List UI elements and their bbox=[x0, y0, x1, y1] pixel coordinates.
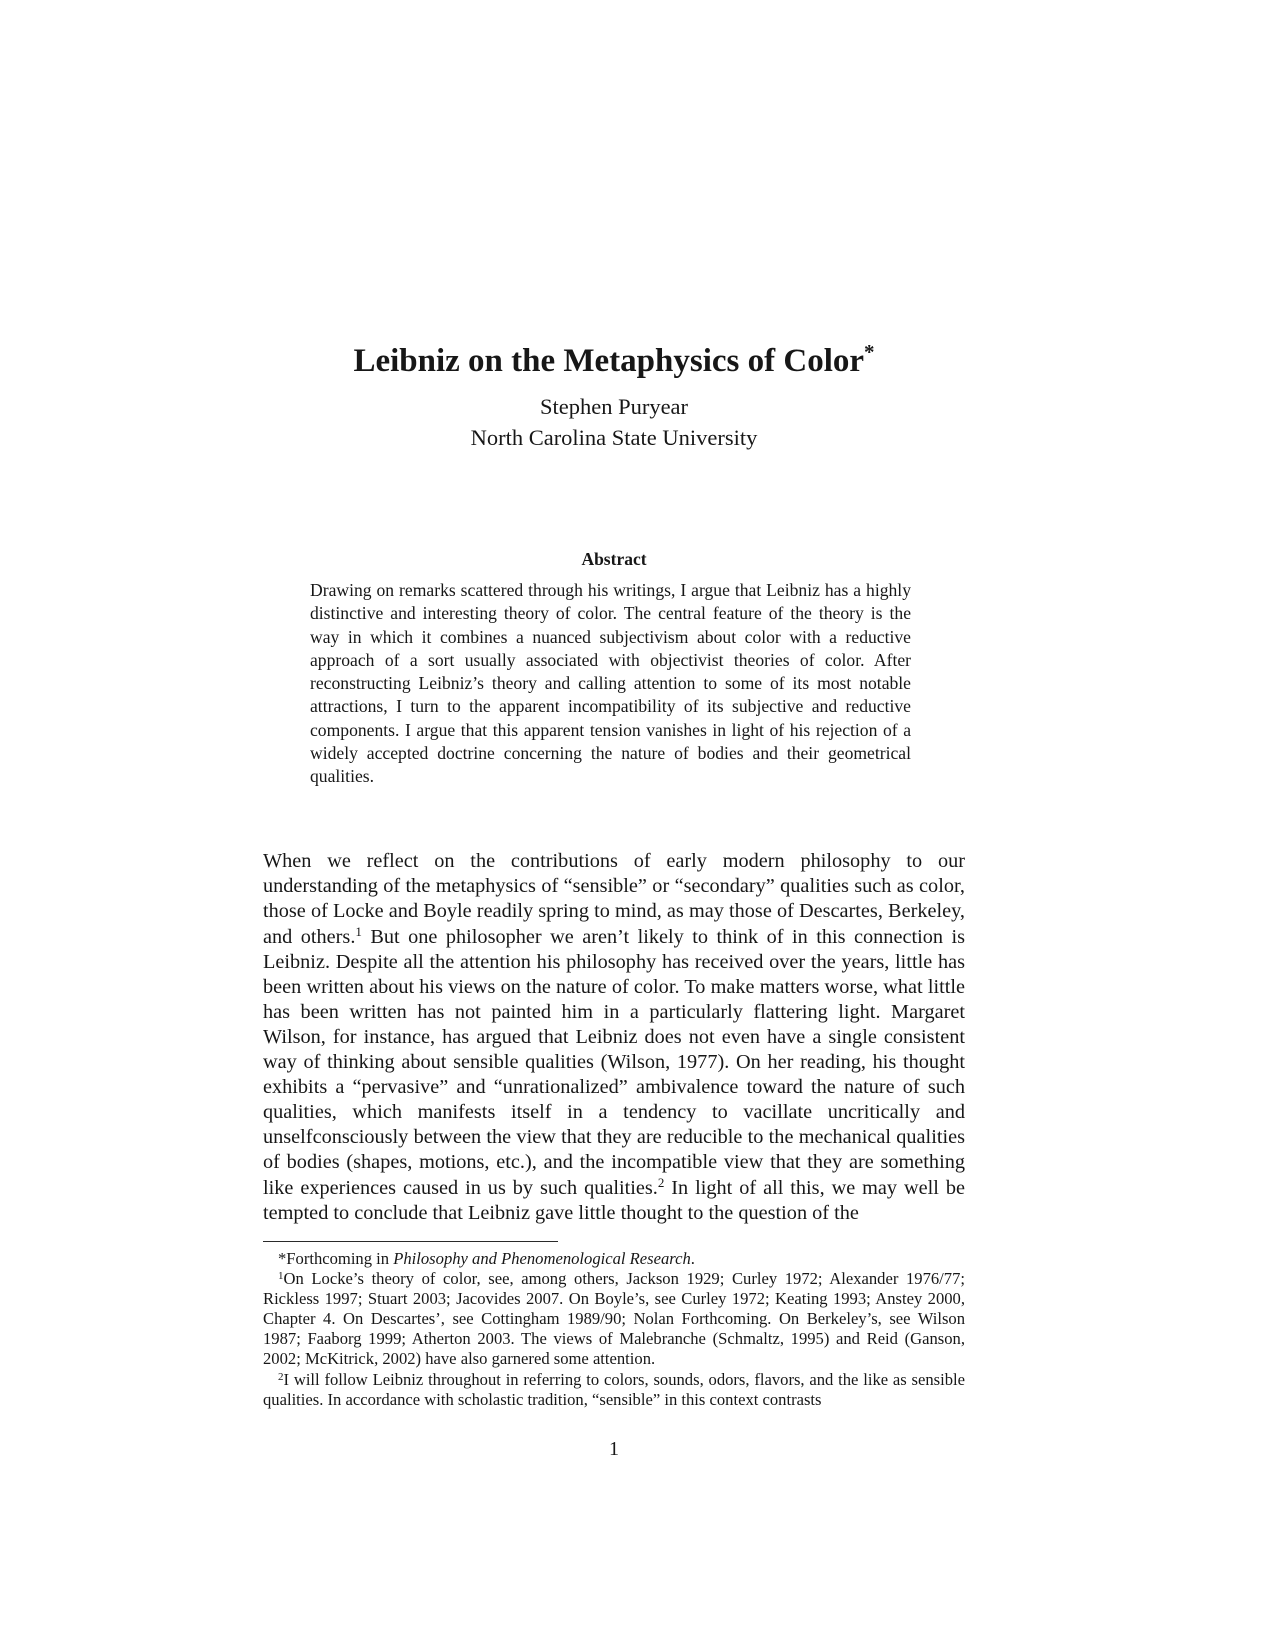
footnote-2 bbox=[263, 1370, 965, 1410]
paper-title bbox=[263, 332, 965, 381]
footnote-star-suffix: . bbox=[690, 1249, 695, 1268]
body-segment: But one philosopher we aren’t likely to think of in this connection is Leibniz. Despite all the attention his philosophy has received over the years, little has been written about his views on the nature of color. To make matters worse, what little has been written has not painted him in a particularly flattering light. Margaret Wilson, for instance, has argued that Leibniz does not even have a single consistent way of thinking about sensible qualities (Wilson, 1977). On her reading, his thought exhibits a “pervasive” and “unrationalized” ambivalence toward the nature of such qualities, which manifests itself in a tendency to vacillate uncritically and unselfconsciously between the view that they are reducible to the mechanical qualities of bodies (shapes, motions, etc.), and the incompatible view that they are something like experiences caused in us by such qualities. bbox=[263, 925, 965, 1199]
abstract-text: Drawing on remarks scattered through his writings, I argue that Leibniz has a highly distinctive and interesting theory of color. The central feature of the theory is the way in which it combines a nuanced subjectivism about color with a reductive approach of a sort usually associated with objectivist theories of color. After reconstructing Leibniz’s theory and calling attention to some of its most notable attractions, I turn to the apparent incompatibility of its subjective and reductive components. I argue that this apparent tension vanishes in light of his rejection of a widely accepted doctrine concerning the nature of bodies and their geometrical qualities. bbox=[310, 580, 911, 787]
footnotes-block bbox=[263, 1249, 965, 1410]
footnote-ref-2: 2 bbox=[657, 1174, 665, 1190]
author-affiliation: North Carolina State University bbox=[470, 424, 758, 450]
paper-title-text: Leibniz on the Metaphysics of Color bbox=[353, 343, 865, 380]
footnote-star bbox=[263, 1249, 965, 1269]
footnote-separator-rule bbox=[263, 1241, 558, 1242]
footnote-star-prefix: Forthcoming in bbox=[286, 1249, 394, 1268]
footnote-1-text: On Locke’s theory of color, see, among others, Jackson 1929; Curley 1972; Alexander 1976/77; Rickless 1997; Stuart 2003; Jacovides 2007. On Boyle’s, see Curley 1972; Keating 1993; Anstey 2000, Chapter 4. On Descartes’, see Cottingham 1989/90; Nolan Forthcoming. On Berkeley’s, see Wilson 1987; Faaborg 1999; Atherton 2003. The views of Malebranche (Schmaltz, 1995) and Reid (Ganson, 2002; McKitrick, 2002) have also garnered some attention. bbox=[263, 1269, 965, 1369]
journal-title: Philosophy and Phenomenological Research bbox=[393, 1249, 691, 1268]
body-segment: In light of all this, we may well be tempted to conclude that Leibniz gave little thought to the question of the bbox=[263, 1176, 965, 1224]
footnote-2-marker: 2 bbox=[278, 1370, 284, 1383]
text-column bbox=[263, 0, 965, 1651]
body-paragraph bbox=[263, 849, 965, 1225]
footnote-star-marker: * bbox=[278, 1249, 287, 1268]
footnote-2-text: I will follow Leibniz throughout in referring to colors, sounds, odors, flavors, and the like as sensible qualities. In accordance with scholastic tradition, “sensible” in this context contrasts bbox=[263, 1369, 965, 1409]
page-number: 1 bbox=[609, 1438, 619, 1460]
body-segment: When we reflect on the contributions of early modern philosophy to our understanding of the metaphysics of “sensible” or “secondary” qualities such as color, those of Locke and Boyle readily spring to mind, as may those of Descartes, Berkeley, and others. bbox=[263, 850, 965, 948]
title-footnote-mark: * bbox=[864, 340, 875, 365]
footnote-ref-1: 1 bbox=[355, 923, 362, 939]
abstract-heading: Abstract bbox=[581, 549, 647, 569]
author-block bbox=[263, 392, 965, 453]
author-name: Stephen Puryear bbox=[539, 394, 689, 419]
footnote-1 bbox=[263, 1269, 965, 1369]
footnote-1-marker: 1 bbox=[278, 1270, 284, 1283]
